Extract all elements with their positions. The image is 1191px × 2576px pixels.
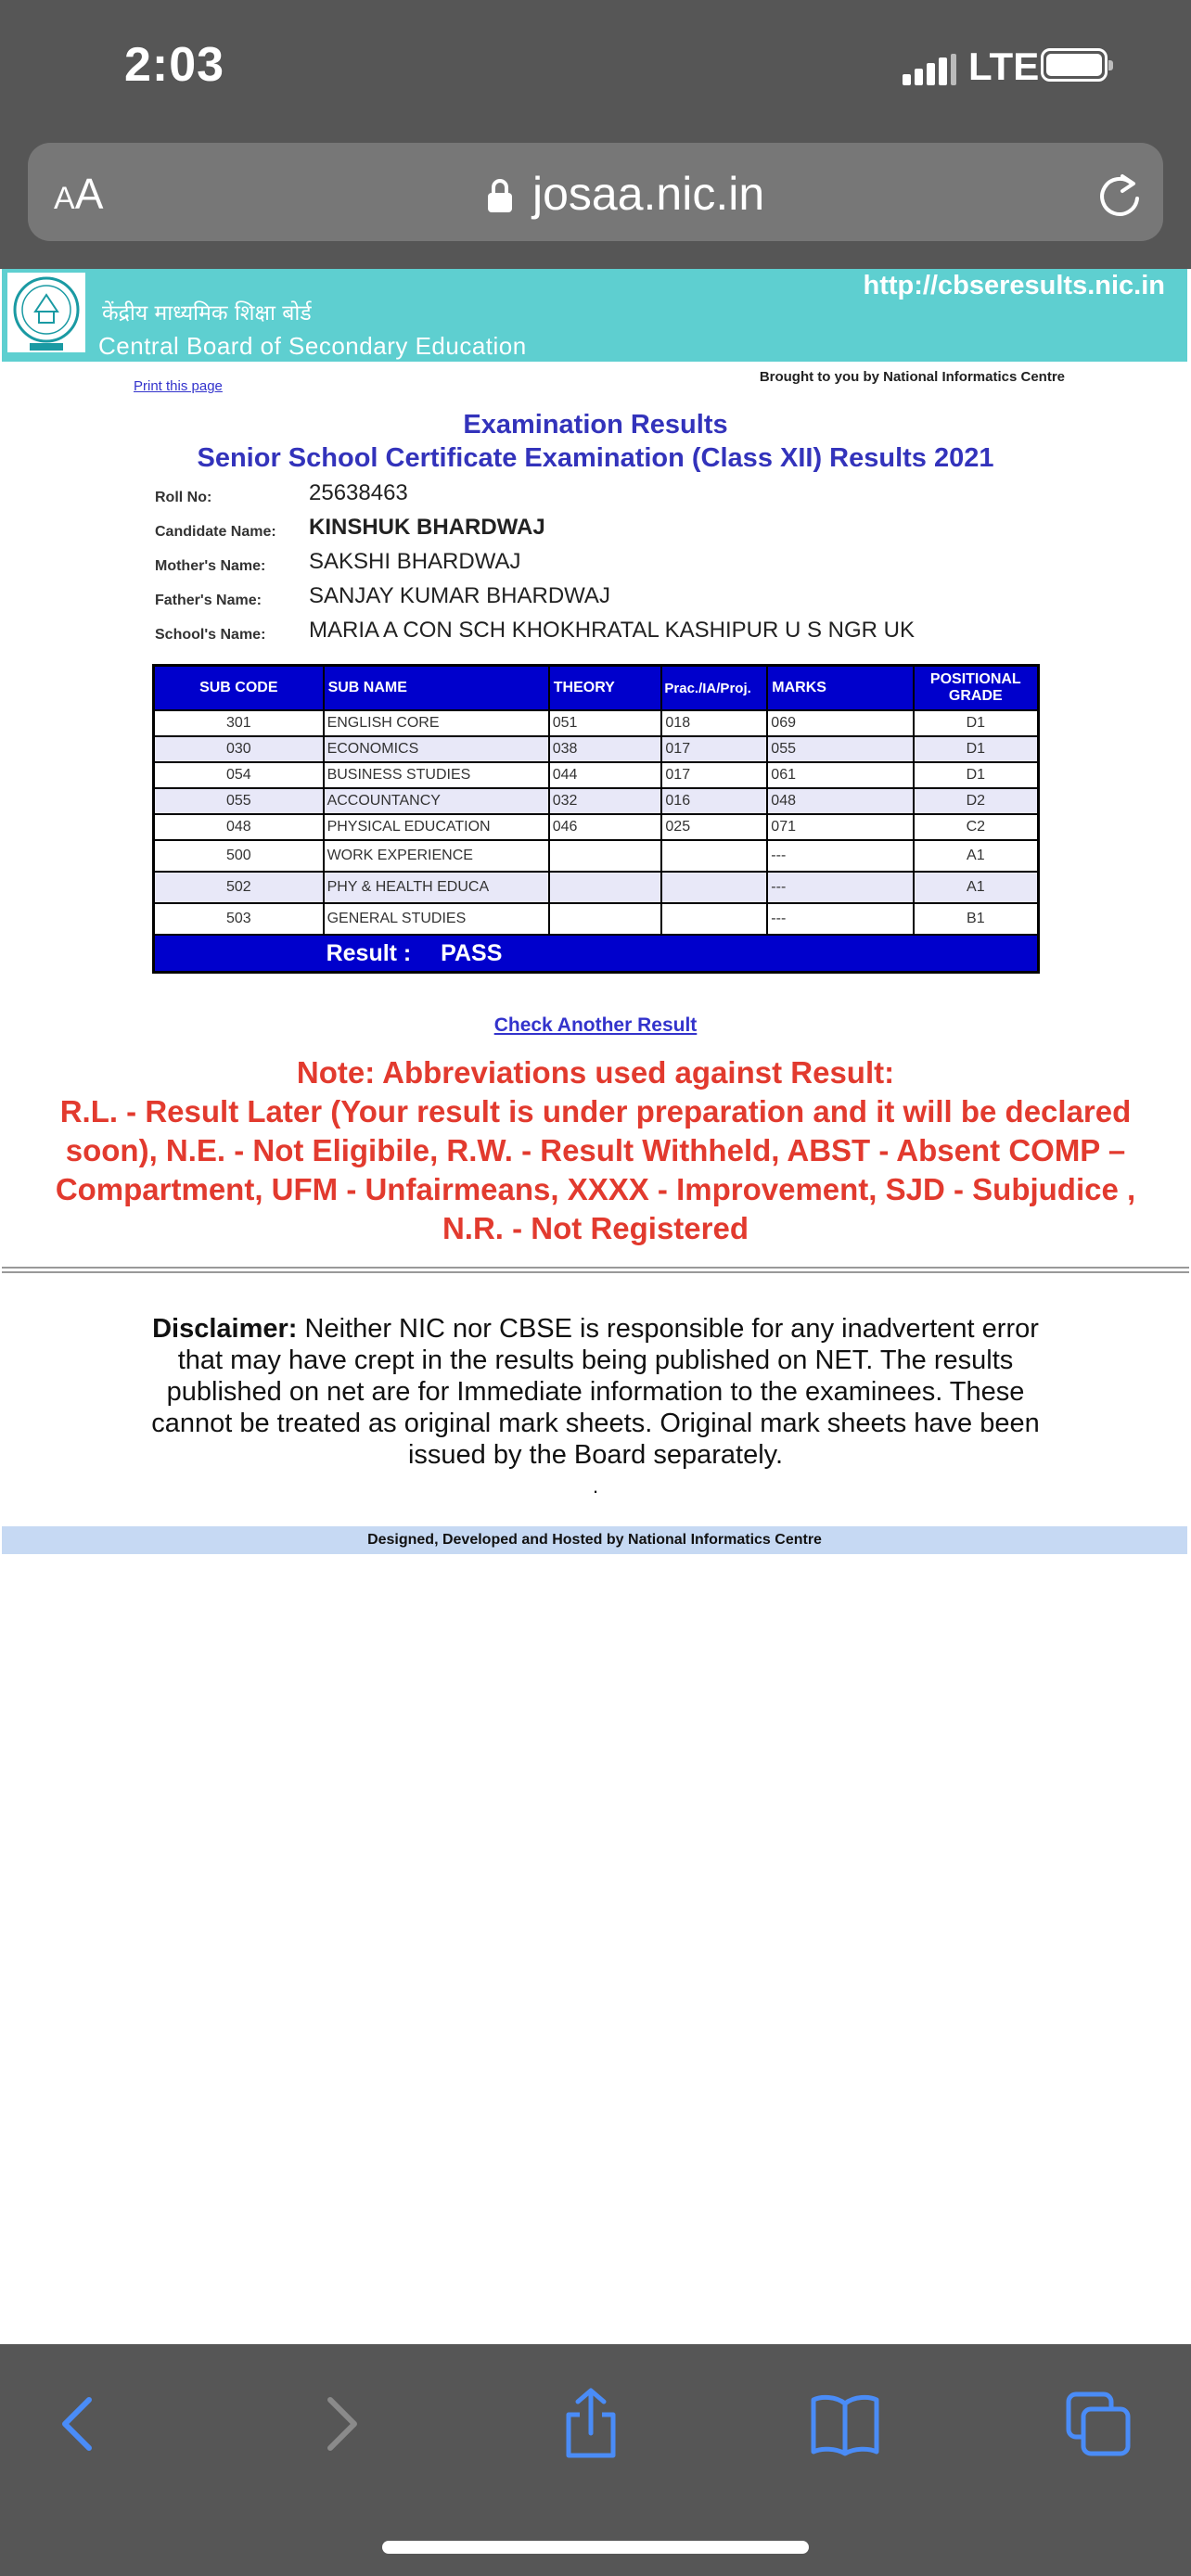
sub-code-cell: 055 (154, 788, 324, 814)
grade-cell: C2 (914, 814, 1039, 840)
table-row (154, 840, 1039, 872)
sub-code-cell: 502 (154, 872, 324, 903)
print-page-link[interactable]: Print this page (134, 378, 223, 394)
divider (2, 1267, 1189, 1273)
network-type: LTE (968, 45, 1040, 88)
theory-cell (549, 840, 662, 872)
board-name-hindi: केंद्रीय माध्यमिक शिक्षा बोर्ड (102, 301, 312, 325)
sub-code-cell: 301 (154, 710, 324, 736)
table-row (154, 872, 1039, 903)
table-row (154, 788, 1039, 814)
practical-cell (661, 903, 767, 935)
grade-cell: A1 (914, 840, 1039, 872)
header-positional-grade: POSITIONAL GRADE (914, 666, 1039, 711)
cbse-header (2, 269, 1187, 362)
father-name-value: SANJAY KUMAR BHARDWAJ (309, 583, 610, 608)
practical-cell: 018 (661, 710, 767, 736)
sub-code-cell: 048 (154, 814, 324, 840)
practical-cell (661, 840, 767, 872)
table-row (154, 710, 1039, 736)
marks-cell: --- (767, 872, 913, 903)
table-row (154, 814, 1039, 840)
abbreviations-note (28, 1053, 1163, 1248)
header-site-url[interactable]: http://cbseresults.nic.in (863, 271, 1165, 300)
lock-icon (486, 178, 514, 213)
header-sub-code: SUB CODE (154, 666, 324, 711)
disclaimer-trailing-dot: . (592, 1474, 599, 1498)
address-bar[interactable] (28, 143, 1163, 241)
sub-name-cell: ECONOMICS (324, 736, 549, 762)
grade-cell: A1 (914, 872, 1039, 903)
grade-cell: D1 (914, 710, 1039, 736)
back-icon[interactable] (43, 2387, 117, 2461)
candidate-name-value: KINSHUK BHARDWAJ (309, 515, 545, 540)
browser-toolbar (0, 2344, 1191, 2576)
brought-by-text: Brought to you by National Informatics Centre (759, 369, 1065, 385)
theory-cell: 032 (549, 788, 662, 814)
mother-name-value: SAKSHI BHARDWAJ (309, 549, 521, 574)
marks-cell: 055 (767, 736, 913, 762)
sub-name-cell: PHY & HEALTH EDUCA (324, 872, 549, 903)
sub-code-cell: 503 (154, 903, 324, 935)
theory-cell (549, 872, 662, 903)
header-theory: THEORY (549, 666, 662, 711)
table-row (154, 762, 1039, 788)
cbse-logo-icon (7, 273, 85, 352)
bookmarks-icon[interactable] (808, 2387, 882, 2461)
table-header-row (154, 666, 1039, 711)
disclaimer-text: Neither NIC nor CBSE is responsible for any inadvertent error that may have crept in the results being published on NET. The results published on net are for Immediate information to the examinees. These cannot be treated as original mark sheets. Original mark sheets have been issued by the Board separately. (151, 1314, 1040, 1470)
forward-icon (302, 2387, 377, 2461)
sub-name-cell: BUSINESS STUDIES (324, 762, 549, 788)
grade-cell: B1 (914, 903, 1039, 935)
sub-code-cell: 500 (154, 840, 324, 872)
disclaimer-label: Disclaimer: (152, 1314, 298, 1344)
page-subtitle: Senior School Certificate Examination (Class XII) Results 2021 (197, 443, 994, 473)
theory-cell: 038 (549, 736, 662, 762)
result-label: Result : (326, 939, 412, 966)
note-heading: Note: Abbreviations used against Result: (296, 1055, 895, 1090)
sub-code-cell: 030 (154, 736, 324, 762)
father-name-label: Father's Name: (155, 593, 262, 608)
theory-cell: 044 (549, 762, 662, 788)
grade-cell: D1 (914, 762, 1039, 788)
marks-cell: 048 (767, 788, 913, 814)
sub-code-cell: 054 (154, 762, 324, 788)
roll-no-value: 25638463 (309, 480, 408, 505)
header-marks: MARKS (767, 666, 913, 711)
theory-cell (549, 903, 662, 935)
sub-name-cell: GENERAL STUDIES (324, 903, 549, 935)
sub-name-cell: WORK EXPERIENCE (324, 840, 549, 872)
school-name-value: MARIA A CON SCH KHOKHRATAL KASHIPUR U S NGR UK (309, 618, 916, 643)
practical-cell: 017 (661, 762, 767, 788)
sub-name-cell: PHYSICAL EDUCATION (324, 814, 549, 840)
mother-name-label: Mother's Name: (155, 558, 266, 574)
result-cell (324, 935, 1039, 973)
marks-cell: --- (767, 840, 913, 872)
status-bar (0, 0, 1191, 134)
disclaimer (148, 1313, 1043, 1471)
note-body: R.L. - Result Later (Your result is under preparation and it will be declared soon), N.E. - Not Eligibile, R.W. - Result Withheld, ABST - Absent COMP – Compartment, UFM - Unfairmeans, XXXX - Improvement, SJD - Subjudice , N.R. - Not Registered (55, 1094, 1136, 1245)
cellular-signal-icon (903, 54, 958, 85)
roll-no-label: Roll No: (155, 490, 212, 505)
url-text[interactable]: josaa.nic.in (532, 168, 765, 220)
theory-cell: 046 (549, 814, 662, 840)
marks-cell: 071 (767, 814, 913, 840)
marks-cell: 069 (767, 710, 913, 736)
result-row (154, 935, 1039, 973)
marks-table (152, 664, 1040, 974)
practical-cell: 025 (661, 814, 767, 840)
board-name-english: Central Board of Secondary Education (98, 332, 527, 360)
header-sub-name: SUB NAME (324, 666, 549, 711)
text-size-button[interactable]: AA (54, 170, 104, 218)
grade-cell: D1 (914, 736, 1039, 762)
reload-icon[interactable] (1095, 171, 1145, 221)
school-name-label: School's Name: (155, 627, 266, 643)
grade-cell: D2 (914, 788, 1039, 814)
address-area (0, 134, 1191, 269)
home-indicator (382, 2541, 809, 2554)
status-time: 2:03 (124, 38, 225, 92)
tabs-icon[interactable] (1061, 2387, 1135, 2461)
header-practical: Prac./IA/Proj. (661, 666, 767, 711)
result-value: PASS (441, 939, 503, 966)
marks-cell: --- (767, 903, 913, 935)
theory-cell: 051 (549, 710, 662, 736)
table-row (154, 903, 1039, 935)
sub-name-cell: ENGLISH CORE (324, 710, 549, 736)
result-spacer (154, 935, 324, 973)
share-icon[interactable] (554, 2387, 628, 2461)
footer-credit: Designed, Developed and Hosted by National Informatics Centre (2, 1526, 1187, 1554)
page-title: Examination Results (463, 410, 728, 440)
check-another-result-link[interactable]: Check Another Result (493, 1014, 698, 1036)
candidate-name-label: Candidate Name: (155, 524, 276, 540)
practical-cell: 016 (661, 788, 767, 814)
practical-cell: 017 (661, 736, 767, 762)
battery-icon (1041, 48, 1108, 82)
marks-cell: 061 (767, 762, 913, 788)
table-row (154, 736, 1039, 762)
practical-cell (661, 872, 767, 903)
sub-name-cell: ACCOUNTANCY (324, 788, 549, 814)
